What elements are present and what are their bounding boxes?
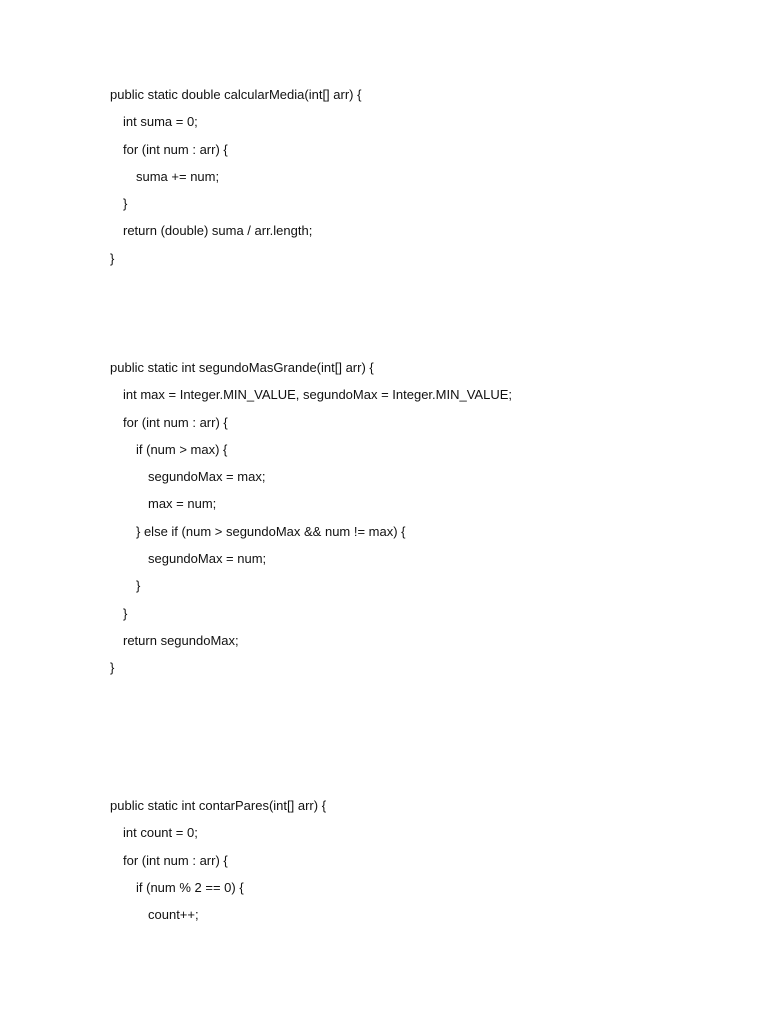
code-line: count++;: [148, 907, 199, 923]
code-line: segundoMax = num;: [148, 551, 267, 567]
code-line: segundoMax = max;: [148, 469, 266, 485]
code-line: }: [110, 660, 115, 676]
code-line: for (int num : arr) {: [123, 414, 228, 430]
code-line: } else if (num > segundoMax && num != max) {: [136, 523, 406, 539]
code-line: for (int num : arr) {: [123, 852, 228, 868]
code-line: for (int num : arr) {: [123, 141, 228, 157]
code-line: return segundoMax;: [123, 632, 239, 648]
code-block-segundo-mas-grande: [110, 354, 512, 682]
code-line: }: [110, 250, 115, 266]
code-line: public static int segundoMasGrande(int[] arr) {: [110, 360, 374, 375]
code-line: }: [123, 196, 128, 212]
code-block-contar-pares: [110, 792, 326, 928]
code-line: max = num;: [148, 496, 217, 512]
code-line: int max = Integer.MIN_VALUE, segundoMax = Integer.MIN_VALUE;: [123, 387, 512, 403]
code-block-calcular-media: [110, 81, 361, 272]
code-line: }: [136, 578, 141, 594]
code-line: suma += num;: [136, 168, 220, 184]
code-line: int count = 0;: [123, 825, 198, 841]
code-line: if (num > max) {: [136, 441, 228, 457]
code-line: public static double calcularMedia(int[] arr) {: [110, 87, 362, 102]
code-line: if (num % 2 == 0) {: [136, 879, 244, 895]
code-line: public static int contarPares(int[] arr) {: [110, 798, 327, 813]
code-line: }: [123, 605, 128, 621]
code-line: int suma = 0;: [123, 114, 198, 130]
code-line: return (double) suma / arr.length;: [123, 223, 313, 239]
